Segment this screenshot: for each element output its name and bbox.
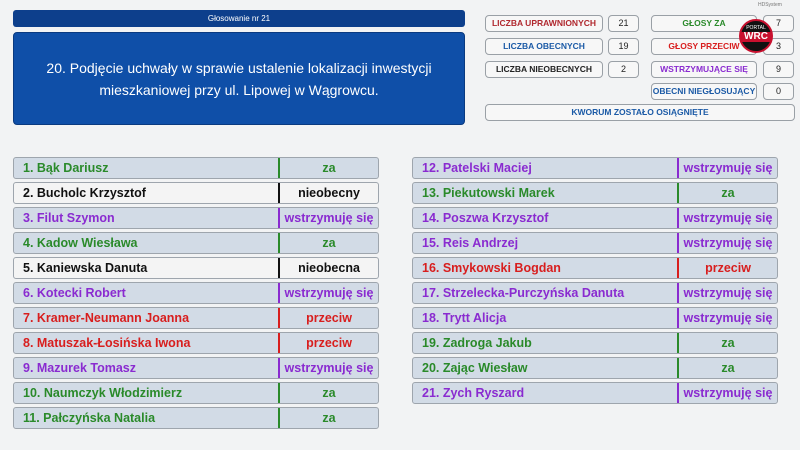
- member-name: 21. Zych Ryszard: [422, 386, 525, 400]
- member-row: [13, 157, 379, 179]
- stat-value-przeciw: 3: [763, 38, 794, 55]
- member-vote: wstrzymuję się: [677, 308, 777, 328]
- member-row: [412, 207, 778, 229]
- member-row: [13, 307, 379, 329]
- member-name: 9. Mazurek Tomasz: [23, 361, 137, 375]
- system-label: HDSystem: [758, 2, 782, 8]
- member-name: 16. Smykowski Bogdan: [422, 261, 561, 275]
- member-name: 10. Naumczyk Włodzimierz: [23, 386, 183, 400]
- stat-label-wstrzymujace: WSTRZYMUJĄCE SIĘ: [651, 61, 757, 78]
- stat-value-nieobecnych: 2: [608, 61, 639, 78]
- member-name: 8. Matuszak-Łosińska Iwona: [23, 336, 191, 350]
- member-row: [13, 182, 379, 204]
- member-row: [13, 357, 379, 379]
- member-vote: za: [278, 383, 378, 403]
- member-row: [412, 157, 778, 179]
- stat-label-przeciw: GŁOSY PRZECIW: [651, 38, 757, 55]
- member-row: [13, 282, 379, 304]
- member-vote: wstrzymuję się: [677, 283, 777, 303]
- member-row: [13, 232, 379, 254]
- stat-label-obecnych: LICZBA OBECNYCH: [485, 38, 603, 55]
- member-name: 1. Bąk Dariusz: [23, 161, 109, 175]
- member-vote: wstrzymuję się: [677, 233, 777, 253]
- member-row: [412, 332, 778, 354]
- vote-number-title: Głosowanie nr 21: [13, 10, 465, 27]
- member-name: 4. Kadow Wiesława: [23, 236, 138, 250]
- resolution-panel: [13, 32, 465, 125]
- member-row: [13, 332, 379, 354]
- member-name: 11. Pałczyńska Natalia: [23, 411, 156, 425]
- stat-value-za: 7: [763, 15, 794, 32]
- member-name: 13. Piekutowski Marek: [422, 186, 555, 200]
- member-name: 20. Zając Wiesław: [422, 361, 528, 375]
- member-row: [13, 207, 379, 229]
- member-name: 18. Trytt Alicja: [422, 311, 507, 325]
- member-vote: przeciw: [278, 333, 378, 353]
- member-vote: wstrzymuję się: [278, 283, 378, 303]
- member-row: [13, 382, 379, 404]
- member-vote: wstrzymuję się: [677, 208, 777, 228]
- member-vote: za: [278, 233, 378, 253]
- resolution-text: 20. Podjęcie uchwały w sprawie ustalenie lokalizacji inwestycji mieszkaniowej przy ul. Lipowej w Wągrowcu.: [46, 59, 432, 98]
- member-vote: za: [677, 333, 777, 353]
- member-name: 17. Strzelecka-Purczyńska Danuta: [422, 286, 625, 300]
- stat-value-wstrzymujace: 9: [763, 61, 794, 78]
- member-vote: za: [677, 358, 777, 378]
- member-name: 19. Zadroga Jakub: [422, 336, 532, 350]
- member-row: [412, 232, 778, 254]
- quorum-status: KWORUM ZOSTAŁO OSIĄGNIĘTE: [485, 104, 795, 121]
- member-row: [412, 257, 778, 279]
- member-row: [13, 257, 379, 279]
- member-name: 12. Patelski Maciej: [422, 161, 532, 175]
- member-vote: wstrzymuję się: [278, 358, 378, 378]
- member-row: [412, 382, 778, 404]
- stat-value-obecnych: 19: [608, 38, 639, 55]
- portal-wrc-logo: [739, 19, 773, 53]
- member-vote: za: [278, 408, 378, 428]
- member-name: 7. Kramer-Neumann Joanna: [23, 311, 190, 325]
- member-vote: nieobecny: [278, 183, 378, 203]
- member-vote: za: [677, 183, 777, 203]
- logo-top-text: PORTAL: [746, 25, 766, 31]
- member-vote: za: [278, 158, 378, 178]
- member-row: [412, 282, 778, 304]
- member-vote: przeciw: [278, 308, 378, 328]
- member-vote: nieobecna: [278, 258, 378, 278]
- member-row: [412, 307, 778, 329]
- member-row: [412, 357, 778, 379]
- member-vote: wstrzymuję się: [677, 383, 777, 403]
- member-name: 2. Bucholc Krzysztof: [23, 186, 146, 200]
- stat-value-uprawnionych: 21: [608, 15, 639, 32]
- member-name: 5. Kaniewska Danuta: [23, 261, 148, 275]
- stat-label-nieobecnych: LICZBA NIEOBECNYCH: [485, 61, 603, 78]
- member-vote: przeciw: [677, 258, 777, 278]
- logo-main-text: WRC: [741, 32, 771, 42]
- member-name: 3. Filut Szymon: [23, 211, 115, 225]
- stat-label-za: GŁOSY ZA: [651, 15, 757, 32]
- stat-label-niegl: OBECNI NIEGŁOSUJĄCY: [651, 83, 757, 100]
- member-vote: wstrzymuję się: [677, 158, 777, 178]
- stat-value-niegl: 0: [763, 83, 794, 100]
- stat-label-uprawnionych: LICZBA UPRAWNIONYCH: [485, 15, 603, 32]
- member-name: 14. Poszwa Krzysztof: [422, 211, 549, 225]
- member-name: 6. Kotecki Robert: [23, 286, 126, 300]
- member-vote: wstrzymuję się: [278, 208, 378, 228]
- member-name: 15. Reis Andrzej: [422, 236, 519, 250]
- member-row: [412, 182, 778, 204]
- member-row: [13, 407, 379, 429]
